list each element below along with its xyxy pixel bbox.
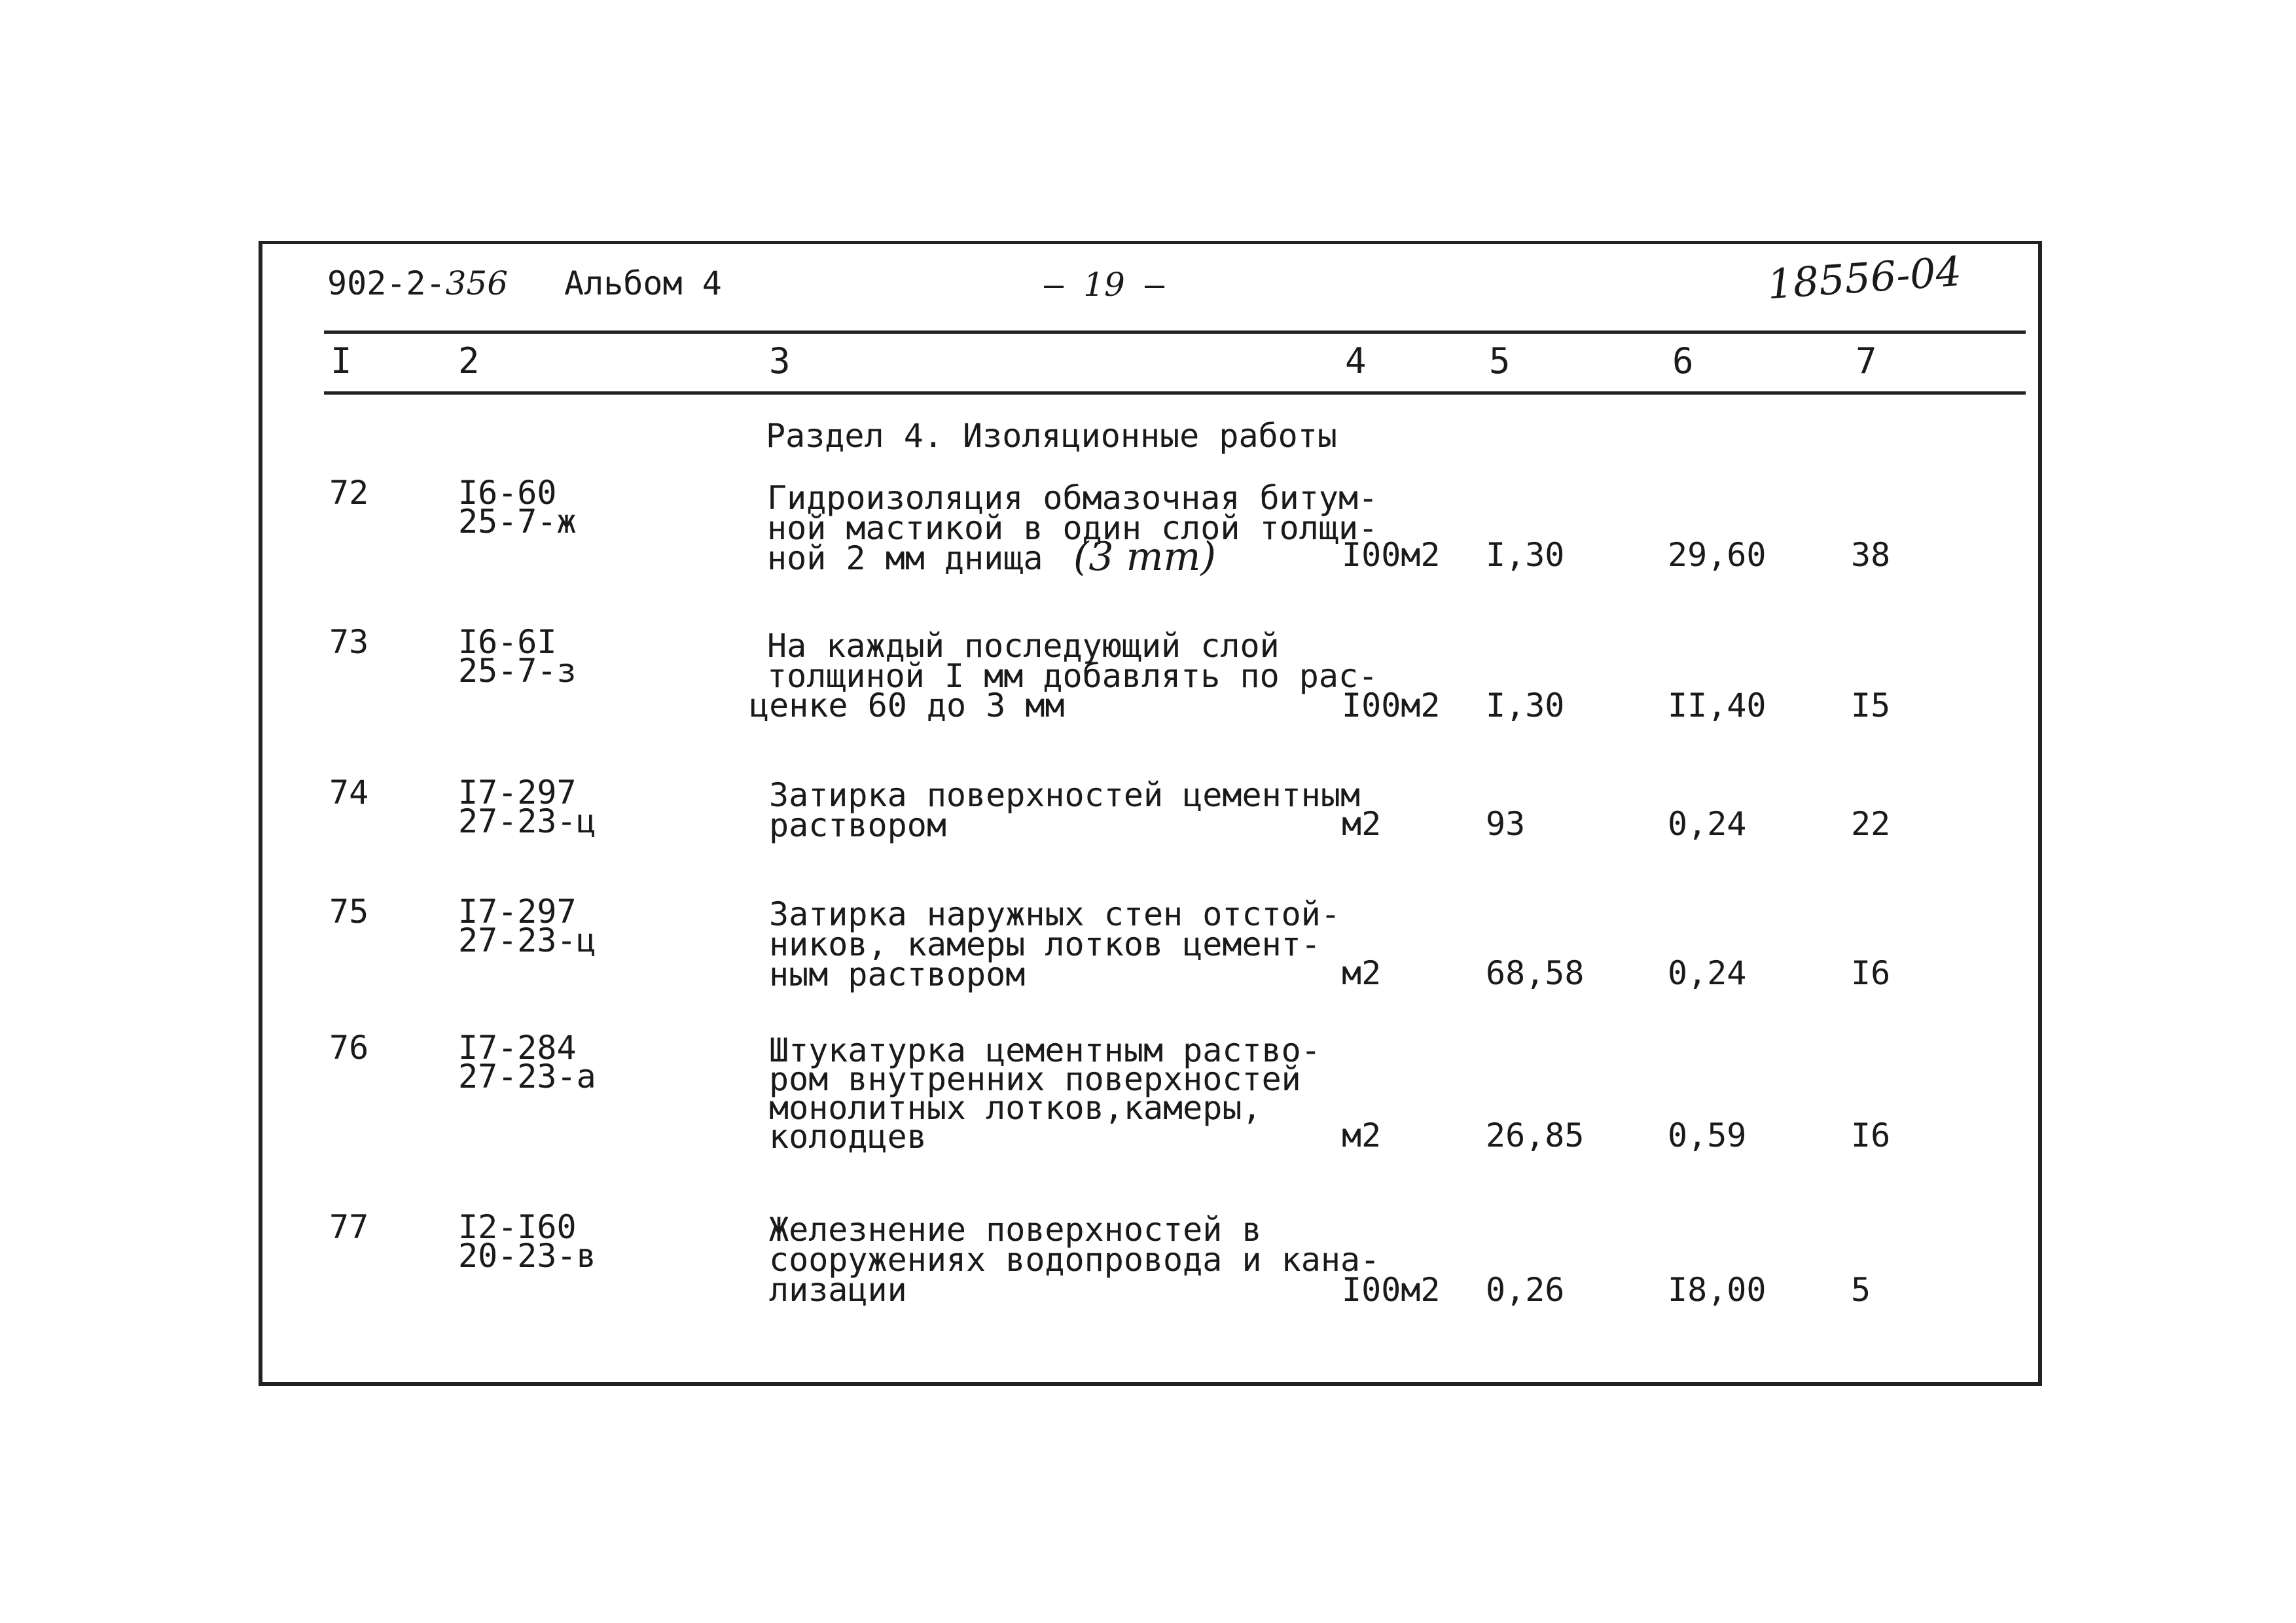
row-price: I8,00 <box>1668 1271 1767 1309</box>
row-code-1: I2-I60 <box>458 1208 577 1246</box>
row-qty: I,30 <box>1486 536 1565 574</box>
row-number: 75 <box>329 893 369 931</box>
doc-code-printed: 902-2- <box>327 264 446 302</box>
row-desc-3: монолитных лотков,камеры, <box>769 1089 1262 1127</box>
album-label: Альбом 4 <box>564 264 722 302</box>
row-number: 77 <box>329 1208 369 1246</box>
row-number: 76 <box>329 1029 369 1067</box>
row-total: 22 <box>1851 805 1891 843</box>
row-price: 0,24 <box>1668 805 1747 843</box>
row-desc-1: Гидроизоляция обмазочная битум- <box>767 479 1378 517</box>
row-code-1: I7-297 <box>458 893 577 931</box>
row-total: I6 <box>1851 1116 1891 1154</box>
col-header-4: 4 <box>1345 340 1367 382</box>
row-price: II,40 <box>1668 687 1767 724</box>
row-number: 74 <box>329 774 369 812</box>
row-code-2: 27-23-ц <box>458 921 596 959</box>
row-desc-3: ценке 60 до 3 мм <box>749 687 1065 724</box>
row-desc-1: Штукатурка цементным раство- <box>769 1031 1321 1069</box>
row-code-2: 25-7-з <box>458 652 577 690</box>
row-desc-3: лизации <box>769 1271 907 1309</box>
row-unit: I00м2 <box>1342 536 1441 574</box>
row-qty: I,30 <box>1486 687 1565 724</box>
doc-code <box>327 264 509 302</box>
row-code-2: 27-23-ц <box>458 802 596 840</box>
row-desc-1: Затирка поверхностей цементным <box>769 776 1361 814</box>
archive-number: 18556-04 <box>1765 247 1964 309</box>
row-unit: м2 <box>1342 954 1382 992</box>
row-unit: м2 <box>1342 1116 1382 1154</box>
row-code-2: 27-23-а <box>458 1058 596 1096</box>
row-unit: I00м2 <box>1342 1271 1441 1309</box>
row-code-1: I6-6I <box>458 623 557 661</box>
row-desc-3: ным раствором <box>769 955 1026 993</box>
row-unit: м2 <box>1342 805 1382 843</box>
col-header-1: I <box>331 340 352 382</box>
row-desc-1: Железнение поверхностей в <box>769 1211 1262 1249</box>
row-desc-2: сооружениях водопровода и кана- <box>769 1241 1380 1279</box>
page-number-value: 19 <box>1083 266 1125 304</box>
col-header-2: 2 <box>458 340 480 382</box>
header-rule-top <box>324 330 2026 334</box>
row-qty: 26,85 <box>1486 1116 1585 1154</box>
row-qty: 0,26 <box>1486 1271 1565 1309</box>
row-desc-1: На каждый последующий слой <box>767 627 1280 665</box>
row-desc-2: ников, камеры лотков цемент- <box>769 925 1321 963</box>
row-total: 5 <box>1851 1271 1871 1309</box>
doc-code-handwritten: 356 <box>445 264 509 302</box>
row-code-1: I6-60 <box>458 474 557 512</box>
row-code-1: I7-284 <box>458 1029 577 1067</box>
col-header-7: 7 <box>1856 340 1877 382</box>
row-code-2: 25-7-ж <box>458 503 577 541</box>
row-desc-1: Затирка наружных стен отстой- <box>769 895 1340 933</box>
row-number: 73 <box>329 623 369 661</box>
row-price: 0,59 <box>1668 1116 1747 1154</box>
col-header-3: 3 <box>769 340 791 382</box>
section-title: Раздел 4. Изоляционные работы <box>766 417 1337 455</box>
row-desc-3: ной 2 мм днища <box>767 539 1043 577</box>
row-total: 38 <box>1851 536 1891 574</box>
row-qty: 68,58 <box>1486 954 1585 992</box>
handwritten-note: (3 mm) <box>1073 534 1216 580</box>
col-header-6: 6 <box>1672 340 1694 382</box>
page-number: – 19 – <box>1044 266 1165 304</box>
col-header-5: 5 <box>1489 340 1511 382</box>
row-number: 72 <box>329 474 369 512</box>
row-total: I5 <box>1851 687 1891 724</box>
row-qty: 93 <box>1486 805 1526 843</box>
row-total: I6 <box>1851 954 1891 992</box>
row-desc-4: колодцев <box>769 1118 927 1156</box>
row-price: 29,60 <box>1668 536 1767 574</box>
row-unit: I00м2 <box>1342 687 1441 724</box>
row-desc-2: толщиной I мм добавлять по рас- <box>767 657 1378 695</box>
row-code-1: I7-297 <box>458 774 577 812</box>
row-price: 0,24 <box>1668 954 1747 992</box>
row-desc-2: ром внутренних поверхностей <box>769 1060 1301 1098</box>
row-desc-2: раствором <box>769 806 946 844</box>
row-desc-2: ной мастикой в один слой толщи- <box>767 509 1378 547</box>
header-rule-bottom <box>324 391 2026 395</box>
row-code-2: 20-23-в <box>458 1237 596 1275</box>
